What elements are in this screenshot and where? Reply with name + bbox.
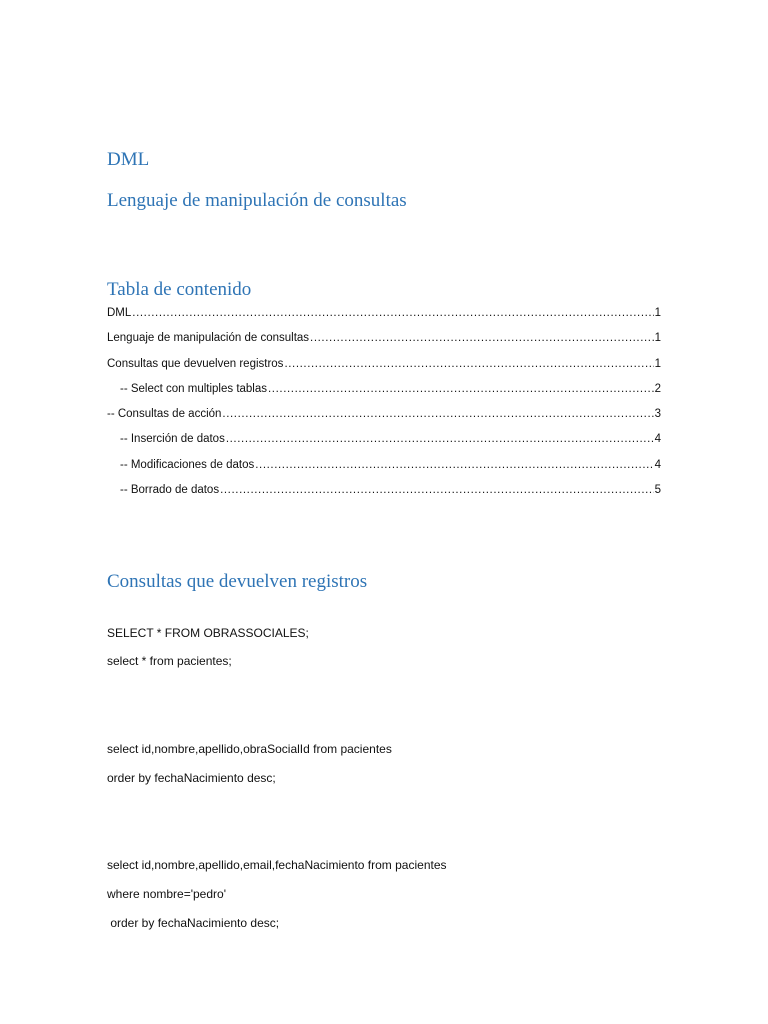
document-subtitle: Lenguaje de manipulación de consultas [107,190,407,211]
toc-dot-leader [132,304,653,322]
toc-entry-text: Lenguaje de manipulación de consultas [107,332,310,345]
toc-entry-page: 1 [654,332,661,345]
toc-entry-page: 4 [654,458,661,471]
toc-entry-text: -- Borrado de datos [120,484,220,497]
toc-dot-leader [310,329,654,347]
section-heading: Consultas que devuelven registros [107,571,368,592]
toc-dot-leader [226,430,654,448]
toc-dot-leader [268,380,654,398]
toc-entry-text: -- Inserción de datos [120,433,225,446]
code-line: order by fechaNacimiento desc; [107,771,276,785]
toc-entry-text: -- Modificaciones de datos [120,458,255,471]
toc-entry-page: 1 [654,357,661,370]
toc-dot-leader [220,481,654,499]
code-line: select id,nombre,apellido,email,fechaNacimiento from pacientes [107,858,447,872]
toc-entry-page: 1 [654,307,661,319]
code-line: SELECT * FROM OBRASSOCIALES; [107,626,309,640]
toc-dot-leader [284,355,653,373]
toc-entry[interactable] [107,481,661,506]
toc-entry-page: 2 [654,382,661,395]
code-line: order by fechaNacimiento desc; [107,916,280,930]
toc-entry-text: DML [107,307,132,319]
toc-entry-page: 4 [654,433,661,446]
code-line: where nombre='pedro' [107,887,226,901]
toc-heading: Tabla de contenido [107,279,252,300]
toc-entry[interactable] [107,355,661,380]
toc-dot-leader [255,456,653,474]
toc-entry[interactable] [107,304,661,329]
toc-entry-text: -- Select con multiples tablas [120,382,268,395]
toc-dot-leader [222,405,653,423]
toc-entry-page: 5 [654,484,661,497]
toc-entry[interactable] [107,456,661,481]
table-of-contents [107,304,661,506]
toc-entry-text: Consultas que devuelven registros [107,357,284,370]
toc-entry[interactable] [107,430,661,455]
toc-entry-page: 3 [654,408,661,421]
toc-entry-text: -- Consultas de acción [107,408,222,421]
code-line: select * from pacientes; [107,654,232,668]
toc-entry[interactable] [107,405,661,430]
document-title: DML [107,149,150,170]
toc-entry[interactable] [107,329,661,354]
code-line: select id,nombre,apellido,obraSocialId from pacientes [107,742,392,756]
toc-entry[interactable] [107,380,661,405]
